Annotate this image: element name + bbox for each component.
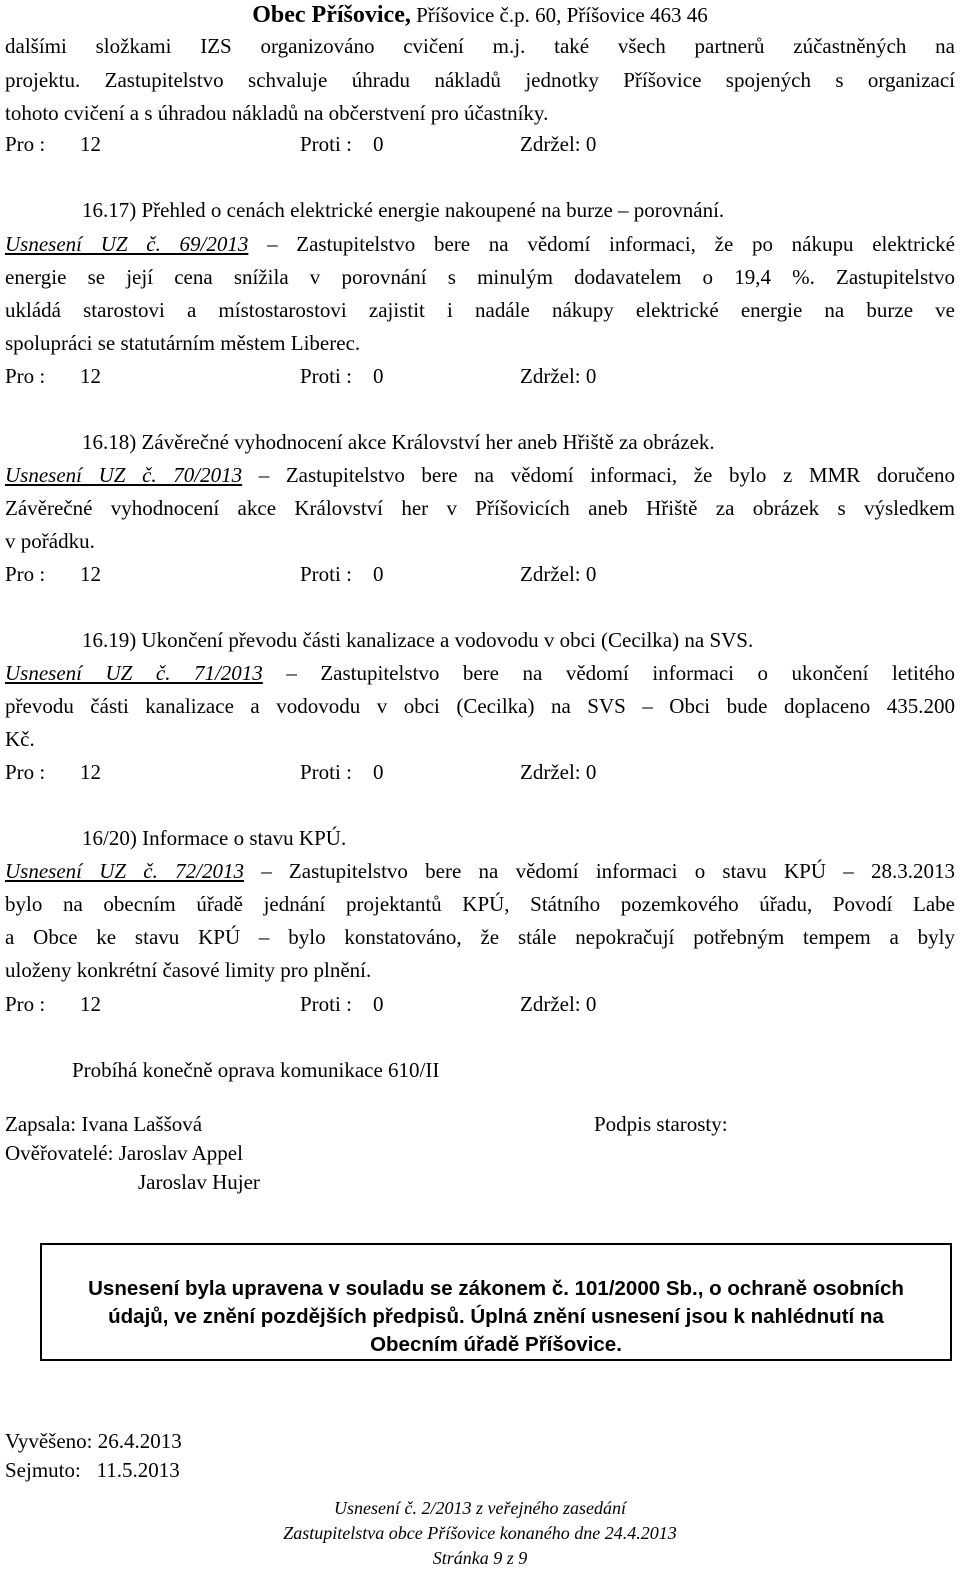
- vote-row: [0, 364, 960, 388]
- section-heading: 16.17) Přehled o cenách elektrické energie nakoupené na burze – porovnání.: [82, 198, 725, 222]
- vote-proti-count: 0: [373, 992, 384, 1016]
- vote-row: [0, 562, 960, 586]
- footer-line-2: Zastupitelstva obce Příšovice konaného dne 24.4.2013: [283, 1523, 677, 1543]
- resolution-text: – Zastupitelstvo bere na vědomí informaci, že po nákupu elektrické: [248, 232, 955, 256]
- resolution-line-4: uloženy konkrétní časové limity pro plnění.: [5, 958, 372, 982]
- notice-line-1: Usnesení byla upravena v souladu se zákonem č. 101/2000 Sb., o ochraně osobních: [88, 1277, 904, 1300]
- section-heading: 16.18) Závěrečné vyhodnocení akce Království her aneb Hřiště za obrázek.: [82, 430, 715, 454]
- intro-line-3: tohoto cvičení a s úhradou nákladů na občerstvení pro účastníky.: [5, 101, 549, 125]
- resolution-ref: Usnesení UZ č. 71/2013: [5, 661, 263, 685]
- page-header: [0, 2, 960, 28]
- resolution-line-1: [5, 463, 955, 487]
- page-number: Stránka 9 z 9: [432, 1548, 528, 1568]
- notice-line-3: Obecním úřadě Příšovice.: [370, 1333, 622, 1356]
- note-text: Probíhá konečně oprava komunikace 610/II: [72, 1058, 440, 1082]
- removed-date: Sejmuto: 11.5.2013: [5, 1458, 180, 1482]
- vote-pro-label: Pro :: [5, 132, 46, 156]
- vote-row: [0, 992, 960, 1016]
- resolution-line-1: [5, 859, 955, 883]
- resolution-line-3: a Obce ke stavu KPÚ – bylo konstatováno, že stále nepokračují potřebným tempem a byly: [5, 925, 955, 949]
- vote-proti-label: Proti :: [300, 992, 352, 1016]
- vote-proti-count: 0: [373, 562, 384, 586]
- resolution-text: – Zastupitelstvo bere na vědomí informaci o ukončení letitého: [262, 661, 955, 685]
- mayor-signature-label: Podpis starosty:: [594, 1112, 728, 1136]
- resolution-line-2: bylo na obecním úřadě jednání projektantů KPÚ, Státního pozemkového úřadu, Povodí Labe: [5, 892, 955, 916]
- vote-proti-label: Proti :: [300, 364, 352, 388]
- vote-row: [0, 132, 960, 156]
- resolution-text: – Zastupitelstvo bere na vědomí informaci o stavu KPÚ – 28.3.2013: [243, 859, 955, 883]
- vote-pro-count: 12: [80, 132, 101, 156]
- resolution-line-1: [5, 232, 955, 256]
- vote-proti-count: 0: [373, 364, 384, 388]
- vote-pro-count: 12: [80, 562, 101, 586]
- header-title: Obec Příšovice,: [252, 2, 411, 28]
- verifiers: Ověřovatelé: Jaroslav Appel: [5, 1141, 243, 1165]
- vote-pro-label: Pro :: [5, 992, 46, 1016]
- privacy-notice-box: [40, 1243, 952, 1361]
- resolution-line-3: Kč.: [5, 727, 35, 751]
- vote-row: [0, 760, 960, 784]
- header-address: Příšovice č.p. 60, Příšovice 463 46: [410, 3, 708, 27]
- vote-pro-label: Pro :: [5, 562, 46, 586]
- vote-zdrzel: Zdržel: 0: [520, 132, 597, 156]
- resolution-text: – Zastupitelstvo bere na vědomí informaci, že bylo z MMR doručeno: [242, 463, 955, 487]
- vote-proti-count: 0: [373, 132, 384, 156]
- vote-zdrzel: Zdržel: 0: [520, 364, 597, 388]
- intro-line-2: projektu. Zastupitelstvo schvaluje úhradu nákladů jednotky Příšovice spojených s organizací: [5, 68, 955, 92]
- footer-line-1: Usnesení č. 2/2013 z veřejného zasedání: [334, 1498, 626, 1518]
- section-heading: 16/20) Informace o stavu KPÚ.: [82, 826, 347, 850]
- resolution-line-4: spolupráci se statutárním městem Liberec.: [5, 331, 361, 355]
- intro-line-1: dalšími složkami IZS organizováno cvičení m.j. také všech partnerů zúčastněných na: [5, 34, 955, 58]
- notice-line-2: údajů, ve znění pozdějších předpisů. Úplná znění usnesení jsou k nahlédnutí na: [108, 1305, 884, 1328]
- vote-pro-label: Pro :: [5, 760, 46, 784]
- resolution-line-2: převodu části kanalizace a vodovodu v obci (Cecilka) na SVS – Obci bude doplaceno 435.200: [5, 694, 955, 718]
- vote-proti-label: Proti :: [300, 760, 352, 784]
- vote-proti-label: Proti :: [300, 132, 352, 156]
- vote-pro-count: 12: [80, 992, 101, 1016]
- vote-zdrzel: Zdržel: 0: [520, 992, 597, 1016]
- resolution-ref: Usnesení UZ č. 72/2013: [5, 859, 244, 883]
- resolution-line-3: ukládá starostovi a místostarostovi zajistit i nadále nákupy elektrické energie na burze ve: [5, 298, 955, 322]
- vote-pro-count: 12: [80, 364, 101, 388]
- verifier-2: Jaroslav Hujer: [138, 1170, 260, 1194]
- section-heading: 16.19) Ukončení převodu části kanalizace a vodovodu v obci (Cecilka) na SVS.: [82, 628, 754, 652]
- vote-proti-label: Proti :: [300, 562, 352, 586]
- vote-proti-count: 0: [373, 760, 384, 784]
- vote-pro-count: 12: [80, 760, 101, 784]
- resolution-line-2: energie se její cena snížila v porovnání s minulým dodavatelem o 19,4 %. Zastupitelstvo: [5, 265, 955, 289]
- posted-date: Vyvěšeno: 26.4.2013: [5, 1429, 182, 1453]
- resolution-line-3: v pořádku.: [5, 529, 95, 553]
- resolution-line-1: [5, 661, 955, 685]
- recorded-by: Zapsala: Ivana Laššová: [5, 1112, 203, 1136]
- resolution-line-2: Závěrečné vyhodnocení akce Království her v Příšovicích aneb Hřiště za obrázek s výsledkem: [5, 496, 955, 520]
- vote-zdrzel: Zdržel: 0: [520, 760, 597, 784]
- vote-pro-label: Pro :: [5, 364, 46, 388]
- vote-zdrzel: Zdržel: 0: [520, 562, 597, 586]
- resolution-ref: Usnesení UZ č. 70/2013: [5, 463, 243, 487]
- resolution-ref: Usnesení UZ č. 69/2013: [5, 232, 249, 256]
